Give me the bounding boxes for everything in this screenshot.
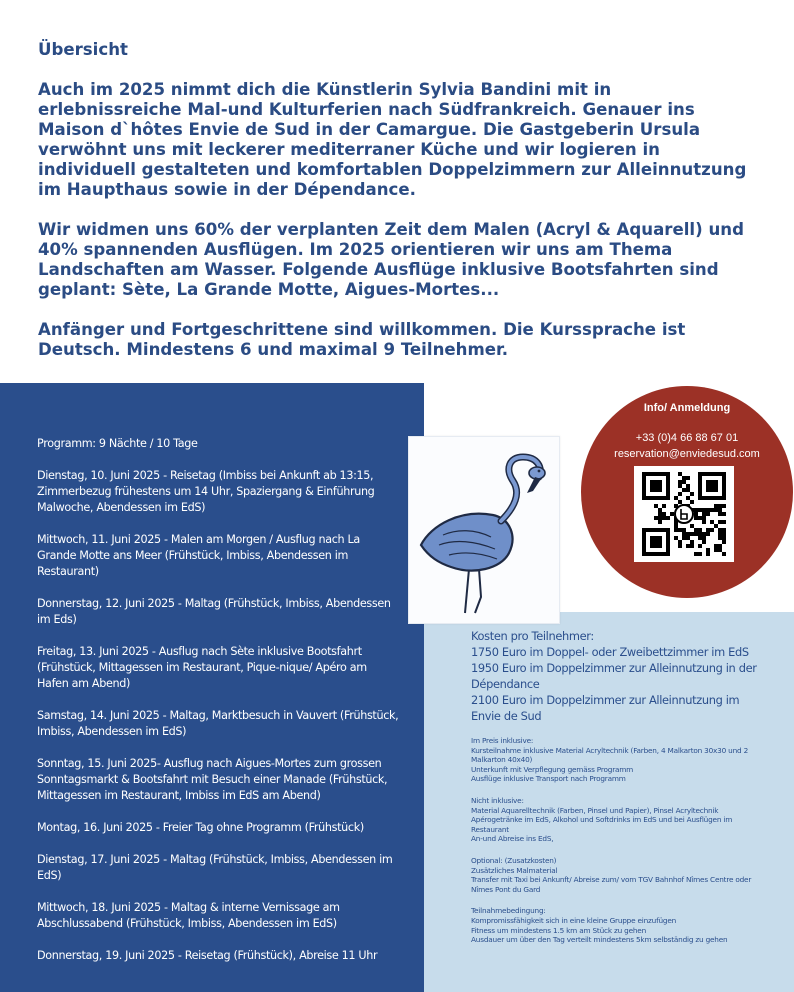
excluded-item: An-und Abreise ins EdS,: [471, 834, 554, 844]
included-block: [471, 736, 771, 784]
info-title: Info/ Anmeldung: [643, 402, 731, 414]
program-day: Mittwoch, 18. Juni 2025 - Maltag & interne Vernissage am Abschlussabend (Frühstück, Imbiss, Abendessen im EdS): [37, 901, 340, 930]
conditions-title: Teilnahmebedingung:: [471, 906, 546, 916]
overview-heading: Übersicht: [38, 40, 128, 59]
price-line: 2100 Euro im Doppelzimmer zur Alleinnutzung im Envie de Sud: [471, 693, 740, 723]
excluded-item: Material Aquarelltechnik (Farben, Pinsel und Papier), Pinsel Acryltechnik: [471, 805, 719, 815]
program-day: Sonntag, 15. Juni 2025- Ausflug nach Aigues-Mortes zum grossen Sonntagsmarkt & Bootsfahrt mit Besuch einer Manade (Frühstück, Mittagessen im Restaurant, Imbiss im EdS am Abend): [37, 757, 388, 802]
optional-block: [471, 856, 771, 894]
included-item: Ausflüge inklusive Transport nach Programm: [471, 774, 626, 784]
price-line: 1750 Euro im Doppel- oder Zweibettzimmer im EdS: [471, 645, 749, 659]
flamingo-illustration: [408, 436, 560, 624]
optional-title: Optional: (Zusatzkosten): [471, 855, 557, 865]
condition-item: Ausdauer um über den Tag verteilt mindestens 5km selbständig zu gehen: [471, 935, 728, 945]
costs-section: [471, 628, 771, 945]
qr-code[interactable]: [634, 466, 734, 562]
program-day: Freitag, 13. Juni 2025 - Ausflug nach Sète inklusive Bootsfahrt (Frühstück, Mittagessen im Restaurant, Pique-nique/ Apéro am Hafen am Abend): [37, 645, 367, 690]
excluded-title: Nicht inklusive:: [471, 795, 524, 805]
program-day: Donnerstag, 12. Juni 2025 - Maltag (Frühstück, Imbiss, Abendessen im Eds): [37, 597, 391, 626]
price-line: 1950 Euro im Doppelzimmer zur Alleinnutzung in der Dépendance: [471, 661, 757, 691]
program-title: Programm: 9 Nächte / 10 Tage: [37, 437, 198, 450]
info-email[interactable]: reservation@enviedesud.com: [614, 448, 760, 460]
program-day: Dienstag, 17. Juni 2025 - Maltag (Frühstück, Imbiss, Abendessen im EdS): [37, 853, 393, 882]
program-day: Montag, 16. Juni 2025 - Freier Tag ohne Programm (Frühstück): [37, 821, 364, 834]
qr-code-icon: [634, 466, 734, 562]
excluded-block: [471, 796, 771, 844]
optional-item: Transfer mit Taxi bei Ankunft/ Abreise zum/ vom TGV Bahnhof Nîmes Centre oder Nîmes Pont du Gard: [471, 875, 752, 894]
info-registration-circle: [581, 386, 793, 598]
costs-title: Kosten pro Teilnehmer:: [471, 629, 594, 643]
included-title: Im Preis inklusive:: [471, 736, 534, 745]
condition-item: Fitness um mindestens 1.5 km am Stück zu gehen: [471, 925, 647, 935]
flamingo-icon: [409, 437, 559, 623]
excluded-item: Apérogetränke im EdS, Alkohol und Softdrinks im EdS und bei Ausflügen im Restaurant: [471, 815, 733, 834]
program-day: Samstag, 14. Juni 2025 - Maltag, Marktbesuch in Vauvert (Frühstück, Imbiss, Abendessen im EdS): [37, 709, 399, 738]
optional-item: Zusätzliches Malmaterial: [471, 865, 558, 875]
overview-paragraph-participants: Anfänger und Fortgeschrittene sind willkommen. Die Kurssprache ist Deutsch. Mindestens 6 und maximal 9 Teilnehmer.: [38, 320, 686, 359]
program-day: Donnerstag, 19. Juni 2025 - Reisetag (Frühstück), Abreise 11 Uhr: [37, 949, 378, 962]
included-item: Kursteilnahme inklusive Material Acryltechnik (Farben, 4 Malkarton 30x30 und 2 Malkarton 40x40): [471, 745, 749, 765]
info-phone[interactable]: +33 (0)4 66 88 67 01: [635, 432, 739, 444]
included-item: Unterkunft mit Verpflegung gemäss Programm: [471, 764, 634, 774]
program-panel: [0, 383, 424, 992]
program-day: Dienstag, 10. Juni 2025 - Reisetag (Imbiss bei Ankunft ab 13:15, Zimmerbezug frühestens um 14 Uhr, Spaziergang & Einführung Malwoche, Abendessen im EdS): [37, 469, 375, 514]
overview: [38, 40, 758, 380]
conditions-block: [471, 906, 771, 944]
overview-paragraph-intro: Auch im 2025 nimmt dich die Künstlerin Sylvia Bandini mit in erlebnissreiche Mal-und Kulturferien nach Südfrankreich. Genauer ins Maison d`hôtes Envie de Sud in der Camargue. Die Gastgeberin Ursula verwöhnt uns mit leckerer mediterraner Küche und wir logieren in individuell gestalteten und komfortablen Doppelzimmern zur Alleinnutzung im Haupthaus sowie in der Dépendance.: [38, 80, 747, 199]
overview-paragraph-program: Wir widmen uns 60% der verplanten Zeit dem Malen (Acryl & Aquarell) und 40% spannenden Ausflügen. Im 2025 orientieren wir uns am Thema Landschaften am Wasser. Folgende Ausflüge inklusive Bootsfahrten sind geplant: Sète, La Grande Motte, Aigues-Mortes...: [38, 220, 744, 299]
program-day: Mittwoch, 11. Juni 2025 - Malen am Morgen / Ausflug nach La Grande Motte ans Meer (Frühstück, Imbiss, Abendessen im Restaurant): [37, 533, 360, 578]
condition-item: Kompromissfähigkeit sich in eine kleine Gruppe einzufügen: [471, 915, 677, 925]
